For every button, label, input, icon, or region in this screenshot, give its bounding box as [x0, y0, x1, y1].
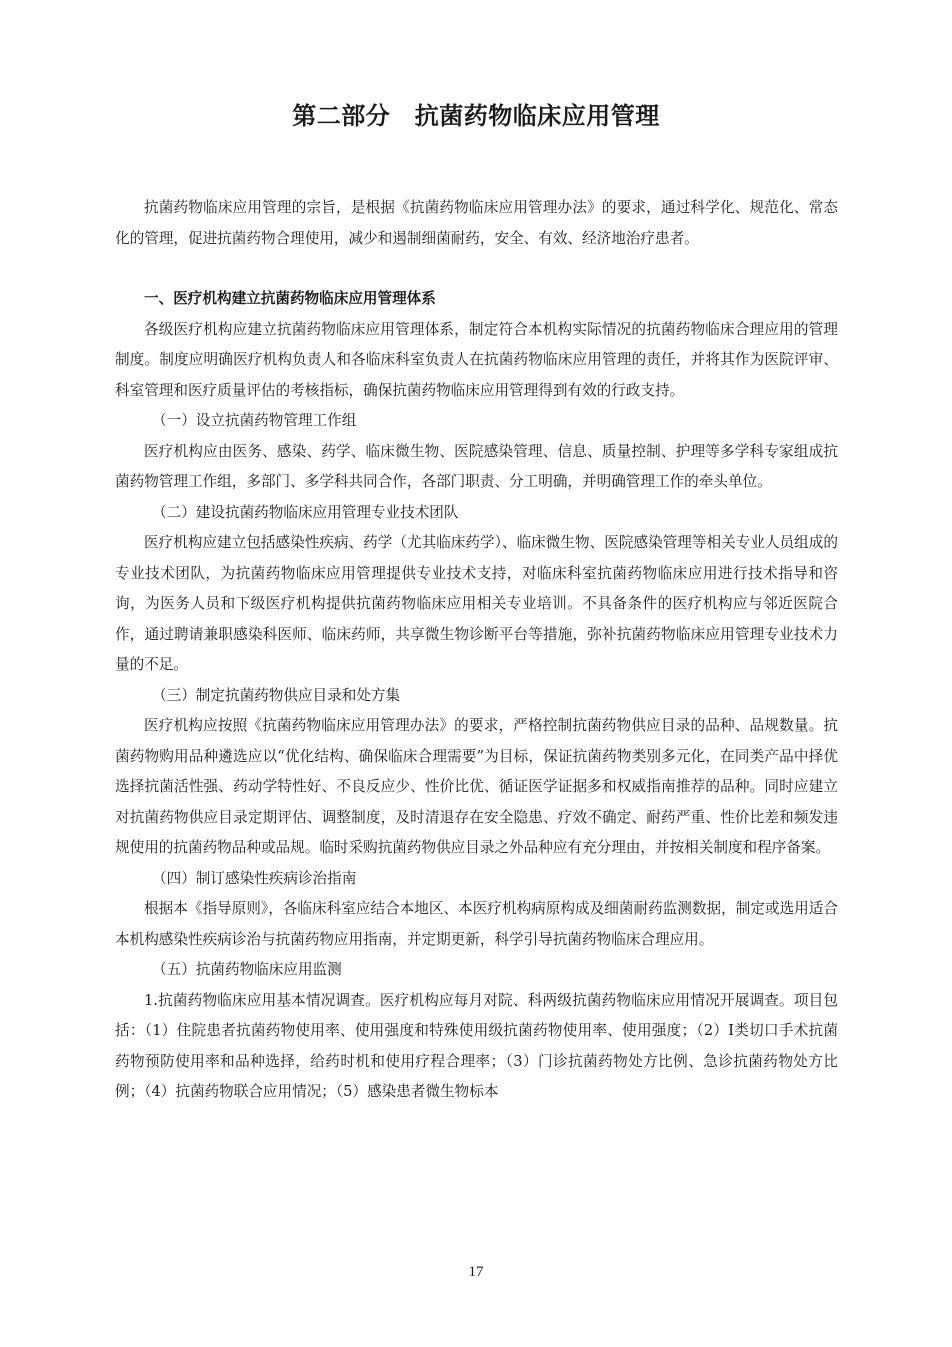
- section-heading: 一、医疗机构建立抗菌药物临床应用管理体系: [144, 290, 436, 307]
- subsection-paragraph-3: 医疗机构应按照《抗菌药物临床应用管理办法》的要求，严格控制抗菌药物供应目录的品种、品规数量。抗菌药物购用品种遴选应以“优化结构、确保临床合理需要”为目标，保证抗菌药物类别多元化，在同类产品中择优选择抗菌活性强、药动学特性好、不良反应少、性价比优、循证医学证据多和权威指南推荐的品种。同时应建立对抗菌药物供应目录定期评估、调整制度，及时清退存在安全隐患、疗效不确定、耐药严重、性价比差和频发违规使用的抗菌药物品种或品规。临时采购抗菌药物供应目录之外品种应有充分理由，并按相关制度和程序备案。: [115, 717, 838, 856]
- subsection-paragraph-1: 医疗机构应由医务、感染、药学、临床微生物、医院感染管理、信息、质量控制、护理等多学科专家组成抗菌药物管理工作组，多部门、多学科共同合作，各部门职责、分工明确，并明确管理工作的牵头单位。: [115, 442, 838, 490]
- subsection-heading-3: （三）制定抗菌药物供应目录和处方集: [152, 686, 401, 704]
- document-body: [115, 193, 838, 1108]
- subsection-item-1: 1.抗菌药物临床应用基本情况调查。医疗机构应每月对院、科两级抗菌药物临床应用情况开展调查。项目包括：（1）住院患者抗菌药物使用率、使用强度和特殊使用级抗菌药物使用率、使用强度；（2）Ⅰ类切口手术抗菌药物预防使用率和品种选择，给药时机和使用疗程合理率；（3）门诊抗菌药物处方比例、急诊抗菌药物处方比例；（4）抗菌药物联合应用情况；（5）感染患者微生物标本: [115, 991, 838, 1100]
- page-number: 17: [468, 1264, 484, 1280]
- paragraph-gap: [115, 254, 838, 284]
- subsection-heading-2: （二）建设抗菌药物临床应用管理专业技术团队: [152, 503, 459, 521]
- subsection-heading-5: （五）抗菌药物临床应用监测: [152, 961, 342, 978]
- subsection-heading-1: （一）设立抗菌药物管理工作组: [152, 412, 357, 429]
- subsection-paragraph-2: 医疗机构应建立包括感染性疾病、药学（尤其临床药学）、临床微生物、医院感染管理等相关专业人员组成的专业技术团队，为抗菌药物临床应用管理提供专业技术支持，对临床科室抗菌药物临床应用进行技术指导和咨询，为医务人员和下级医疗机构提供抗菌药物临床应用相关专业培训。不具备条件的医疗机构应与邻近医院合作，通过聘请兼职感染科医师、临床药师，共享微生物诊断平台等措施，弥补抗菌药物临床应用管理专业技术力量的不足。: [115, 534, 838, 673]
- section-paragraph: 各级医疗机构应建立抗菌药物临床应用管理体系，制定符合本机构实际情况的抗菌药物临床合理应用的管理制度。制度应明确医疗机构负责人和各临床科室负责人在抗菌药物临床应用管理的责任，并将其作为医院评审、科室管理和医疗质量评估的考核指标，确保抗菌药物临床应用管理得到有效的行政支持。: [115, 320, 838, 399]
- page-title: 第二部分 抗菌药物临床应用管理: [292, 102, 660, 130]
- subsection-heading-4: （四）制订感染性疾病诊治指南: [152, 869, 357, 887]
- subsection-paragraph-4: 根据本《指导原则》，各临床科室应结合本地区、本医疗机构病原构成及细菌耐药监测数据，制定或选用适合本机构感染性疾病诊治与抗菌药物应用指南，并定期更新，科学引导抗菌药物临床合理应用。: [115, 900, 838, 948]
- intro-paragraph: 抗菌药物临床应用管理的宗旨，是根据《抗菌药物临床应用管理办法》的要求，通过科学化、规范化、常态化的管理，促进抗菌药物合理使用，减少和遏制细菌耐药，安全、有效、经济地治疗患者。: [115, 199, 838, 247]
